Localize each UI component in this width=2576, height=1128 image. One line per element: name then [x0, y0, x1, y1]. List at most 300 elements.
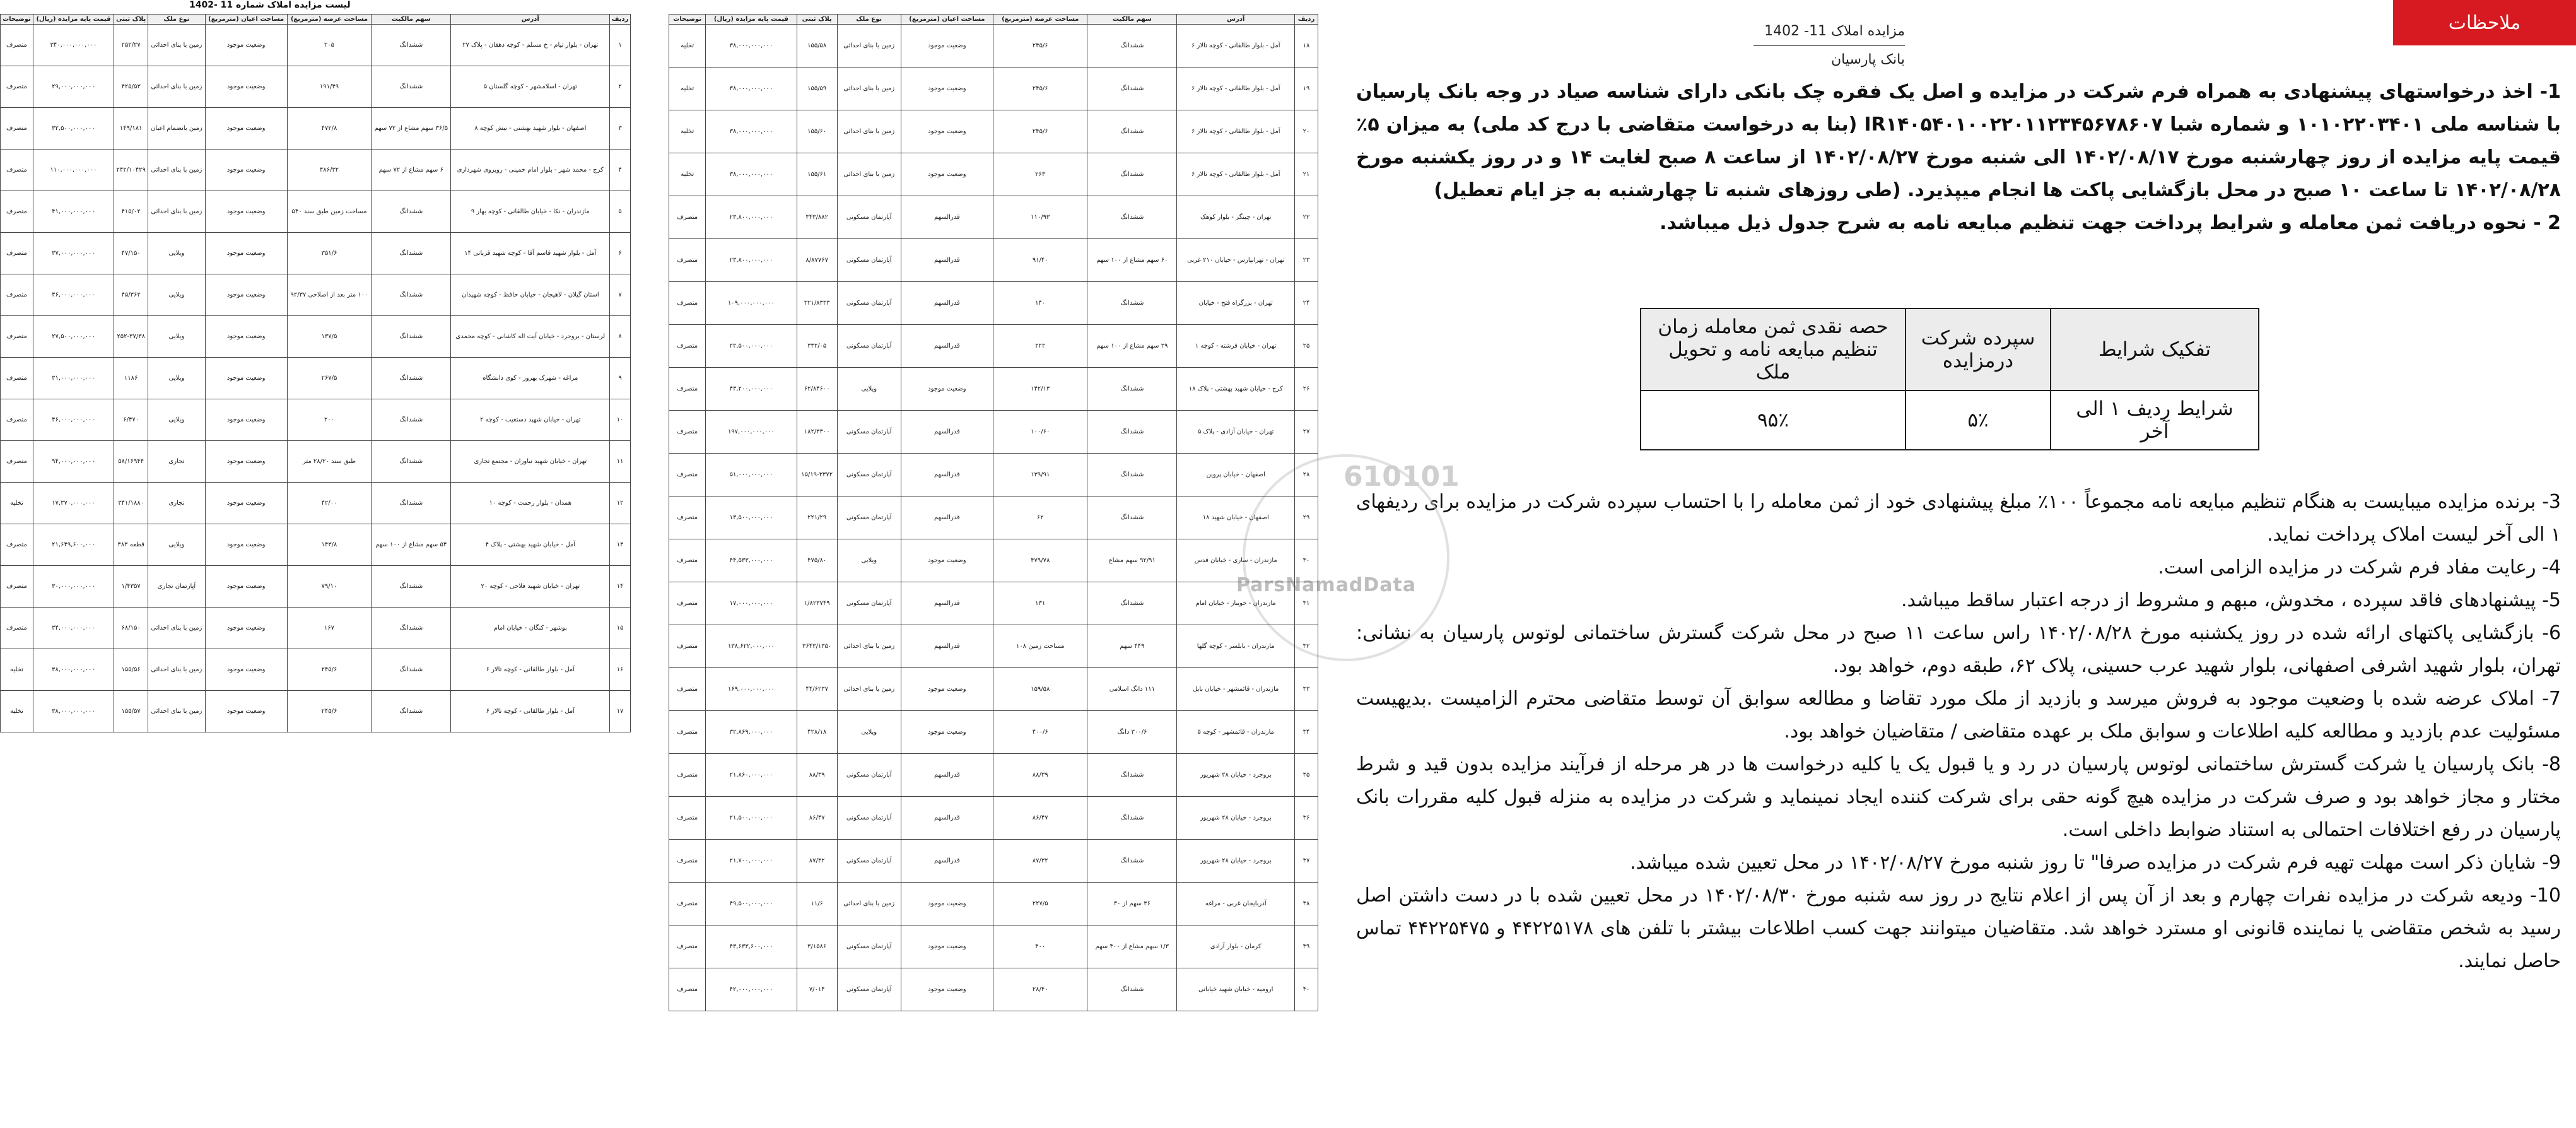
table-cell: وضعیت موجود	[901, 711, 993, 754]
table-cell: آمل - بلوار طالقانی - کوچه تالار ۶	[451, 691, 610, 732]
table-cell: ۲۲	[1295, 196, 1318, 239]
table-cell: ششدانگ	[372, 25, 451, 66]
table-cell: ۳۸,۰۰۰,۰۰۰,۰۰۰	[33, 649, 114, 691]
table-cell: وضعیت موجود	[901, 153, 993, 196]
table-cell: متصرف	[1, 25, 33, 66]
table-cell: ششدانگ	[372, 441, 451, 483]
table-cell: قدرالسهم	[901, 239, 993, 282]
table-cell: ۴۴/۶۲۳۷	[797, 668, 837, 711]
table-cell: وضعیت موجود	[901, 110, 993, 153]
table-cell: تخلیه	[1, 483, 33, 524]
table-cell: بروجرد - خیابان ۲۸ شهریور	[1177, 797, 1295, 840]
table-cell: ۱۵۵/۶۱	[797, 153, 837, 196]
table-cell: متصرف	[669, 368, 706, 411]
table-cell: ۱۶	[610, 649, 631, 691]
table-cell: ششدانگ	[1087, 282, 1177, 325]
table-cell: وضعیت موجود	[901, 883, 993, 925]
table-cell: ۳۰	[1295, 539, 1318, 582]
table-cell: آمل - بلوار شهید قاسم آقا - کوچه شهید قربانی ۱۴	[451, 233, 610, 274]
table-header-cell: پلاک ثبتی	[114, 15, 148, 25]
table-cell: ۶۲/۸۴۶۰۰	[797, 368, 837, 411]
table-row	[669, 625, 1318, 668]
table-cell: ۱/۴۳۵۷	[114, 566, 148, 608]
table-cell: متصرف	[669, 883, 706, 925]
table-cell: ۱۷,۰۰۰,۰۰۰,۰۰۰	[706, 582, 797, 625]
table-cell: آمل - بلوار طالقانی - کوچه تالار ۶	[1177, 110, 1295, 153]
table-cell: ۲۸	[1295, 454, 1318, 496]
table-cell: ۲۴۵/۶	[287, 691, 371, 732]
table-cell: ۱۴۰	[993, 282, 1087, 325]
cond-header-cash: حصه نقدی ثمن معامله زمان تنظیم مبایعه نامه و تحویل ملک	[1641, 308, 1906, 391]
table-cell: ۱۴۳/۸	[287, 524, 371, 566]
table-cell: وضعیت موجود	[205, 691, 287, 732]
table-cell: ۲۰	[1295, 110, 1318, 153]
table-cell: ۳۵۱/۶	[287, 233, 371, 274]
table-cell: قدرالسهم	[901, 282, 993, 325]
table-cell: ششدانگ	[372, 66, 451, 108]
table-cell: متصرف	[1, 108, 33, 150]
table-row	[669, 110, 1318, 153]
table-cell: ۶ سهم مشاع از ۷۲ سهم	[372, 150, 451, 191]
table-cell: متصرف	[669, 968, 706, 1011]
table-cell: ۲۲,۵۰۰,۰۰۰,۰۰۰	[706, 325, 797, 368]
table-cell: ۸۸/۳۹	[993, 754, 1087, 797]
table-cell: ۲۱,۵۰۰,۰۰۰,۰۰۰	[706, 797, 797, 840]
table-cell: تخلیه	[669, 25, 706, 68]
table-cell: ۲۴۵/۶	[993, 25, 1087, 68]
table-cell: ۲۳,۸۰۰,۰۰۰,۰۰۰	[706, 196, 797, 239]
table-cell: ۸/۸۷۷۶۷	[797, 239, 837, 282]
table-cell: متصرف	[1, 566, 33, 608]
table-cell: کرمان - بلوار آزادی	[1177, 925, 1295, 968]
table-cell: مازندران - بابلسر - کوچه گلها	[1177, 625, 1295, 668]
table-cell: وضعیت موجود	[205, 233, 287, 274]
table-cell: طبق سند ۲۸/۲۰ متر	[287, 441, 371, 483]
table-cell: ۹۱/۴۰	[993, 239, 1087, 282]
table-cell: ۲۵۲/۲۷	[114, 25, 148, 66]
table-cell: آپارتمان مسکونی	[837, 797, 901, 840]
table-cell: ۸۷/۳۲	[993, 840, 1087, 883]
table-cell: مازندران - ساری - خیابان قدس	[1177, 539, 1295, 582]
table-cell: ۱۵	[610, 608, 631, 649]
table-cell: کرج - محمد شهر - بلوار امام خمینی - روبروی شهرداری	[451, 150, 610, 191]
table-cell: متصرف	[1, 358, 33, 399]
table-cell: وضعیت موجود	[205, 25, 287, 66]
table-cell: ۱۶۹,۰۰۰,۰۰۰,۰۰۰	[706, 668, 797, 711]
table-row	[669, 68, 1318, 110]
table-cell: ۳۸,۰۰۰,۰۰۰,۰۰۰	[33, 691, 114, 732]
table-cell: مراغه - شهرک بهروز - کوی دانشگاه	[451, 358, 610, 399]
table-cell: زمین با بنای احداثی	[837, 153, 901, 196]
table-cell: تخلیه	[669, 68, 706, 110]
table-cell: ۱۵۵/۵۶	[114, 649, 148, 691]
table-cell: ۲۴۵/۶	[287, 649, 371, 691]
table-cell: ۴۷۲/۸	[287, 108, 371, 150]
table-cell: وضعیت موجود	[205, 483, 287, 524]
property-list-table-1	[0, 14, 631, 732]
table-row	[1, 441, 631, 483]
table-cell: ۱۶۷	[287, 608, 371, 649]
term-3: 3- برنده مزایده میبایست به هنگام تنظیم مبایعه نامه مجموعاً ۱۰۰٪ مبلغ پیشنهادی خود از ثمن معامله را با احتساب سپرده شرکت در مزایده برای ردیفهای ۱ الی آخر لیست املاک پرداخت نماید.	[1356, 491, 2561, 546]
table-cell: متصرف	[669, 411, 706, 454]
table-cell: قدرالسهم	[901, 454, 993, 496]
table-cell: ششدانگ	[372, 274, 451, 316]
table-row	[669, 840, 1318, 883]
table-cell: وضعیت موجود	[901, 68, 993, 110]
table-cell: تهران - خیابان شهید فلاحی - کوچه ۲۰	[451, 566, 610, 608]
table-cell: ۱۵۹/۵۸	[993, 668, 1087, 711]
table-cell: ۱۵۵/۵۸	[797, 25, 837, 68]
table-cell: وضعیت موجود	[901, 368, 993, 411]
table-cell: ۱۵۵/۶۰	[797, 110, 837, 153]
table-cell: ۳۵	[1295, 754, 1318, 797]
table-cell: ۴۰۰	[993, 925, 1087, 968]
table-cell: آمل - خیابان شهید بهشتی - پلاک ۴	[451, 524, 610, 566]
table-cell: ۴۲/۰۰	[287, 483, 371, 524]
table-header-cell: نوع ملک	[148, 15, 205, 25]
table-cell: ۳۲,۵۰۰,۰۰۰,۰۰۰	[33, 108, 114, 150]
table-cell: ششدانگ	[372, 691, 451, 732]
table-cell: وضعیت موجود	[901, 968, 993, 1011]
table-header-cell: قیمت پایه مزایده (ریال)	[706, 15, 797, 25]
table-cell: زمین با بنای احداثی	[837, 668, 901, 711]
table-row	[1, 399, 631, 441]
table-cell: ۱۴	[610, 566, 631, 608]
table-cell: ۴۰	[1295, 968, 1318, 1011]
table-cell: ۴۴,۵۳۳,۰۰۰,۰۰۰	[706, 539, 797, 582]
table-cell: متصرف	[669, 925, 706, 968]
table-row	[1, 608, 631, 649]
watermark-number: 610101	[1344, 461, 1460, 493]
table-cell: ۶/۴۷۰	[114, 399, 148, 441]
table-cell: ۵	[610, 191, 631, 233]
table-row	[669, 754, 1318, 797]
table-cell: ششدانگ	[1087, 496, 1177, 539]
term-10: 10- ودیعه شرکت در مزایده نفرات چهارم و بعد از آن پس از اعلام نتایج در روز سه شنبه مورخ ۱۴۰۲/۰۸/۳۰ در محل تعیین شده با در دست داشتن اصل رسید به شخص متقاضی یا نماینده قانونی او مسترد خواهد شد. متقاضیان میتوانند جهت کسب اطلاعات بیشتر با تلفن های ۴۴۲۲۵۱۷۸ و ۴۴۲۲۵۴۷۵ تماس حاصل نمایند.	[1356, 884, 2561, 972]
table-cell: ۳۳۲/۰۵	[797, 325, 837, 368]
table-cell: ویلایی	[148, 233, 205, 274]
table-cell: ۴۲۵/۵۳	[114, 66, 148, 108]
table-cell: وضعیت موجود	[205, 399, 287, 441]
table-row	[669, 668, 1318, 711]
table-cell: ۳۸	[1295, 883, 1318, 925]
table-cell: ۲۶	[1295, 368, 1318, 411]
table-cell: ۱۳۱	[993, 582, 1087, 625]
table-cell: ۴	[610, 150, 631, 191]
table-cell: وضعیت موجود	[901, 925, 993, 968]
table-cell: بروجرد - خیابان ۲۸ شهریور	[1177, 754, 1295, 797]
table-cell: ۱۴۲/۱۳	[993, 368, 1087, 411]
header-auction-ref: مزایده املاک 11- 1402	[1753, 18, 1905, 46]
table-cell: ۷/۰۱۴	[797, 968, 837, 1011]
table-cell: آپارتمان مسکونی	[837, 411, 901, 454]
table-cell: متصرف	[669, 239, 706, 282]
table-cell: مساحت زمین ۱۰۸	[993, 625, 1087, 668]
table-cell: ۳۹	[1295, 925, 1318, 968]
table-header-cell: ردیف	[610, 15, 631, 25]
table-cell: اصفهان - خیابان پروین	[1177, 454, 1295, 496]
table-cell: متصرف	[669, 454, 706, 496]
table-row	[669, 711, 1318, 754]
table-cell: متصرف	[1, 608, 33, 649]
table-cell: متصرف	[669, 582, 706, 625]
table-cell: قدرالسهم	[901, 754, 993, 797]
table-cell: ویلایی	[148, 316, 205, 358]
table-cell: وضعیت موجود	[205, 274, 287, 316]
table-cell: ۶۰ سهم مشاع از ۱۰۰ سهم	[1087, 239, 1177, 282]
table-row	[1, 316, 631, 358]
table-cell: متصرف	[669, 496, 706, 539]
table-cell: ویلایی	[148, 274, 205, 316]
term-4: 4- رعایت مفاد فرم شرکت در مزایده الزامی است.	[2158, 556, 2561, 579]
table-cell: متصرف	[669, 754, 706, 797]
table-cell: ششدانگ	[372, 608, 451, 649]
table-cell: ۴۰۰/۶	[993, 711, 1087, 754]
table-cell: ویلایی	[837, 711, 901, 754]
table-header-cell: توضیحات	[1, 15, 33, 25]
table-cell: زمین با بنای احداثی	[148, 691, 205, 732]
table-cell: ۱/۳ سهم مشاع از ۴۰۰ سهم	[1087, 925, 1177, 968]
table-header-cell: مساحت عرصه (مترمربع)	[993, 15, 1087, 25]
table-cell: ششدانگ	[1087, 368, 1177, 411]
table-cell: ۱۱۱ دانگ اسلامی	[1087, 668, 1177, 711]
table-cell: متصرف	[1, 316, 33, 358]
cond-row-cash: ۹۵٪	[1641, 391, 1906, 450]
table-cell: ششدانگ	[372, 316, 451, 358]
table-cell: ۱۷,۳۷۰,۰۰۰,۰۰۰	[33, 483, 114, 524]
table-cell: ۳/۱۵۸۶	[797, 925, 837, 968]
table-cell: ۲۱,۶۴۹,۶۰۰,۰۰۰	[33, 524, 114, 566]
table-cell: زمین با بنای احداثی	[148, 150, 205, 191]
table-row	[1, 649, 631, 691]
table-header-cell: آدرس	[1177, 15, 1295, 25]
table-cell: ۲۲۱/۲۹	[797, 496, 837, 539]
table-cell: متصرف	[1, 191, 33, 233]
table-cell: قطعه ۳۸۳	[114, 524, 148, 566]
table-cell: ۳	[610, 108, 631, 150]
cond-row-label: شرایط ردیف ۱ الی آخر	[2051, 391, 2259, 450]
table-cell: آپارتمان مسکونی	[837, 239, 901, 282]
table-cell: زمین با بنای احداثی	[837, 625, 901, 668]
table-cell: ۲۱,۸۶۰,۰۰۰,۰۰۰	[706, 754, 797, 797]
table-cell: وضعیت موجود	[205, 649, 287, 691]
table-cell: ۱۸۲/۳۳۰۰	[797, 411, 837, 454]
table-cell: وضعیت موجود	[901, 25, 993, 68]
table-header-cell: پلاک ثبتی	[797, 15, 837, 25]
table-cell: ۳۶۴۳/۱۳۵۰	[797, 625, 837, 668]
table-cell: لرستان - بروجرد - خیابان آیت اله کاشانی - کوچه محمدی	[451, 316, 610, 358]
table-cell: ۲۴	[1295, 282, 1318, 325]
table-cell: ۳۸,۰۰۰,۰۰۰,۰۰۰	[706, 153, 797, 196]
table-header-cell: ردیف	[1295, 15, 1318, 25]
table-header-cell: توضیحات	[669, 15, 706, 25]
table-cell: ۳۴۰,۰۰۰,۰۰۰,۰۰۰	[33, 25, 114, 66]
table-cell: ۲۹ سهم مشاع از ۱۰۰ سهم	[1087, 325, 1177, 368]
table-row	[669, 454, 1318, 496]
table-cell: ۱۳۷/۵	[287, 316, 371, 358]
table-cell: ۲۴۲/۱۰۴۲۹	[114, 150, 148, 191]
table-cell: ۱۳	[610, 524, 631, 566]
table-cell: وضعیت موجود	[205, 441, 287, 483]
table-cell: ۱۹۷,۰۰۰,۰۰۰,۰۰۰	[706, 411, 797, 454]
table-cell: وضعیت موجود	[205, 150, 287, 191]
table-cell: ۳۰۰/۶ دانگ	[1087, 711, 1177, 754]
table-cell: ۳۸,۰۰۰,۰۰۰,۰۰۰	[706, 68, 797, 110]
table-cell: وضعیت موجود	[205, 608, 287, 649]
table-row	[669, 539, 1318, 582]
table-cell: ۱۳۹/۹۱	[993, 454, 1087, 496]
table-cell: قدرالسهم	[901, 411, 993, 454]
table-cell: زمین با بنای احداثی	[837, 68, 901, 110]
table-cell: ۲۵۲-۳۷/۳۸	[114, 316, 148, 358]
table-cell: زمین با بنای احداثی	[148, 25, 205, 66]
table-cell: ششدانگ	[1087, 754, 1177, 797]
table-cell: زمین با بنای احداثی	[148, 608, 205, 649]
table-cell: ۲۲۷/۵	[993, 883, 1087, 925]
table-cell: زمین با بنای احداثی	[148, 649, 205, 691]
table-cell: ۳۲,۸۶۹,۰۰۰,۰۰۰	[706, 711, 797, 754]
table-cell: ششدانگ	[372, 649, 451, 691]
table-cell: متصرف	[669, 840, 706, 883]
table-cell: ۳۴۳/۸۸۲	[797, 196, 837, 239]
table-cell: ۳۸,۰۰۰,۰۰۰,۰۰۰	[706, 25, 797, 68]
table-cell: ۱۱۰,۰۰۰,۰۰۰,۰۰۰	[33, 150, 114, 191]
table-cell: ۲۷,۵۰۰,۰۰۰,۰۰۰	[33, 316, 114, 358]
table-cell: ۲۹	[1295, 496, 1318, 539]
table-cell: متصرف	[669, 539, 706, 582]
table-cell: ۱۴۹/۱۸۱	[114, 108, 148, 150]
table-cell: ۱۱۸۶	[114, 358, 148, 399]
table-cell: متصرف	[669, 668, 706, 711]
table-cell: ۶۲	[993, 496, 1087, 539]
table-cell: ۲۴۵/۶	[993, 110, 1087, 153]
table-cell: ۲۳,۸۰۰,۰۰۰,۰۰۰	[706, 239, 797, 282]
table-row	[669, 282, 1318, 325]
table-cell: قدرالسهم	[901, 196, 993, 239]
table-cell: ۲۶۳	[993, 153, 1087, 196]
table-cell: ۳۶ سهم از ۳۰	[1087, 883, 1177, 925]
table-cell: ۳۰,۰۰۰,۰۰۰,۰۰۰	[33, 566, 114, 608]
table-header-cell: مساحت اعیان (مترمربع)	[205, 15, 287, 25]
table-cell: ۴۷۹/۷۸	[993, 539, 1087, 582]
table-cell: زمین بانضمام اعیان	[148, 108, 205, 150]
list-title: لیست مزایده املاک شماره 11 -1402	[189, 0, 351, 10]
table-row	[669, 411, 1318, 454]
table-cell: متصرف	[1, 399, 33, 441]
table-cell: ۱	[610, 25, 631, 66]
table-cell: ۳۷,۰۰۰,۰۰۰,۰۰۰	[33, 233, 114, 274]
table-row	[1, 524, 631, 566]
table-cell: تخلیه	[669, 110, 706, 153]
table-cell: ۲۱,۷۰۰,۰۰۰,۰۰۰	[706, 840, 797, 883]
table-cell: ۲۷	[1295, 411, 1318, 454]
table-cell: همدان - بلوار رحمت - کوچه ۱۰	[451, 483, 610, 524]
table-cell: زمین با بنای احداثی	[148, 66, 205, 108]
table-cell: ۱۰۰ متر بعد از اصلاحی ۹۲/۳۷	[287, 274, 371, 316]
table-cell: ۲۹,۰۰۰,۰۰۰,۰۰۰	[33, 66, 114, 108]
table-cell: ۸	[610, 316, 631, 358]
table-cell: ۵۱,۰۰۰,۰۰۰,۰۰۰	[706, 454, 797, 496]
table-cell: ششدانگ	[372, 191, 451, 233]
table-row	[1, 191, 631, 233]
table-cell: وضعیت موجود	[205, 566, 287, 608]
table-cell: متصرف	[669, 196, 706, 239]
table-cell: آمل - بلوار طالقانی - کوچه تالار ۶	[451, 649, 610, 691]
table-row	[1, 66, 631, 108]
table-header-cell: آدرس	[451, 15, 610, 25]
table-cell: ۱۷	[610, 691, 631, 732]
table-cell: آذربایجان غربی - مراغه	[1177, 883, 1295, 925]
table-cell: زمین با بنای احداثی	[837, 110, 901, 153]
table-cell: ۶	[610, 233, 631, 274]
table-cell: تهران - بزرگراه فتح - خیابان	[1177, 282, 1295, 325]
cond-header-deposit: سپرده شرکت درمزایده	[1906, 308, 2051, 391]
term-5: 5- پیشنهادهای فاقد سپرده ، مخدوش، مبهم و مشروط از درجه اعتبار ساقط میباشد.	[1900, 589, 2561, 611]
term-1: 1- اخذ درخواستهای پیشنهادی به همراه فرم شرکت در مزایده و اصل یک فقره چک بانکی دارای شناسه صیاد در وجه بانک پارسیان با شناسه ملی ۱۰۱۰۲۲۰۳۴۰۱ و شماره شبا IR۱۴۰۵۴۰۱۰۰۲۲۰۱۱۲۳۴۵۶۷۸۶۰۷ (بنا به درخواست متقاضی با درج کد ملی) به میزان ۵٪ قیمت پایه مزایده از روز چهارشنبه مورخ ۱۴۰۲/۰۸/۱۷ الی شنبه مورخ ۱۴۰۲/۰۸/۲۷ از ساعت ۸ صبح لغایت ۱۴ و در روز یکشنبه مورخ ۱۴۰۲/۰۸/۲۸ تا ساعت ۱۰ صبح در محل بازگشایی پاکت ها انجام میپذیرد. (طی روزهای شنبه تا چهارشنبه به جز ایام تعطیل)	[1356, 81, 2561, 201]
table-cell: متصرف	[669, 625, 706, 668]
table-cell: ۱۵۵/۵۷	[114, 691, 148, 732]
table-cell: ۴۶,۰۰۰,۰۰۰,۰۰۰	[33, 274, 114, 316]
table-cell: وضعیت موجود	[205, 524, 287, 566]
table-row	[669, 239, 1318, 282]
table-cell: مازندران - قائمشهر - کوچه ۵	[1177, 711, 1295, 754]
table-cell: ششدانگ	[1087, 110, 1177, 153]
table-cell: متصرف	[669, 325, 706, 368]
table-cell: اصفهان - خیابان شهید ۱۸	[1177, 496, 1295, 539]
table-cell: ۳۱	[1295, 582, 1318, 625]
table-cell: ۲۲۲	[993, 325, 1087, 368]
table-cell: ششدانگ	[1087, 68, 1177, 110]
table-cell: ۱۱	[610, 441, 631, 483]
table-header-cell: قیمت پایه مزایده (ریال)	[33, 15, 114, 25]
table-cell: ششدانگ	[372, 483, 451, 524]
table-cell: ویلایی	[148, 358, 205, 399]
table-header-cell: مساحت عرصه (مترمربع)	[287, 15, 371, 25]
table-cell: متصرف	[1, 524, 33, 566]
table-cell: ۴۶,۰۰۰,۰۰۰,۰۰۰	[33, 399, 114, 441]
table-row	[1, 566, 631, 608]
table-cell: آپارتمان مسکونی	[837, 840, 901, 883]
table-cell: ۱۰۰/۶۰	[993, 411, 1087, 454]
table-cell: ۳۲	[1295, 625, 1318, 668]
table-cell: ۳۷	[1295, 840, 1318, 883]
table-cell: ۳۴,۰۰۰,۰۰۰,۰۰۰	[33, 608, 114, 649]
table-cell: تهران - خیابان شهید دستغیب - کوچه ۲	[451, 399, 610, 441]
watermark-text: ParsNamadData	[1236, 574, 1417, 596]
table-cell: ۱۹۱/۴۹	[287, 66, 371, 108]
table-cell: مساحت زمین طبق سند ۵۴۰	[287, 191, 371, 233]
table-cell: آپارتمان مسکونی	[837, 968, 901, 1011]
table-row	[669, 325, 1318, 368]
table-cell: تهران - خیابان شهید نیاوران - مجتمع تجاری	[451, 441, 610, 483]
table-cell: وضعیت موجود	[901, 668, 993, 711]
table-cell: ۸۶/۴۷	[797, 797, 837, 840]
table-cell: ۱۹	[1295, 68, 1318, 110]
table-cell: ۸۸/۳۹	[797, 754, 837, 797]
table-row	[1, 25, 631, 66]
table-row	[669, 883, 1318, 925]
table-cell: ۳۶/۵ سهم مشاع از ۷۲ سهم	[372, 108, 451, 150]
table-cell: ششدانگ	[1087, 196, 1177, 239]
table-row	[1, 150, 631, 191]
table-row	[1, 691, 631, 732]
table-cell: ۳۸,۰۰۰,۰۰۰,۰۰۰	[706, 110, 797, 153]
table-cell: ۱۳,۵۰۰,۰۰۰,۰۰۰	[706, 496, 797, 539]
table-cell: ششدانگ	[1087, 454, 1177, 496]
table-cell: زمین با بنای احداثی	[837, 883, 901, 925]
table-cell: ۶۸/۱۵۰	[114, 608, 148, 649]
table-header-cell: سهم مالکیت	[1087, 15, 1177, 25]
